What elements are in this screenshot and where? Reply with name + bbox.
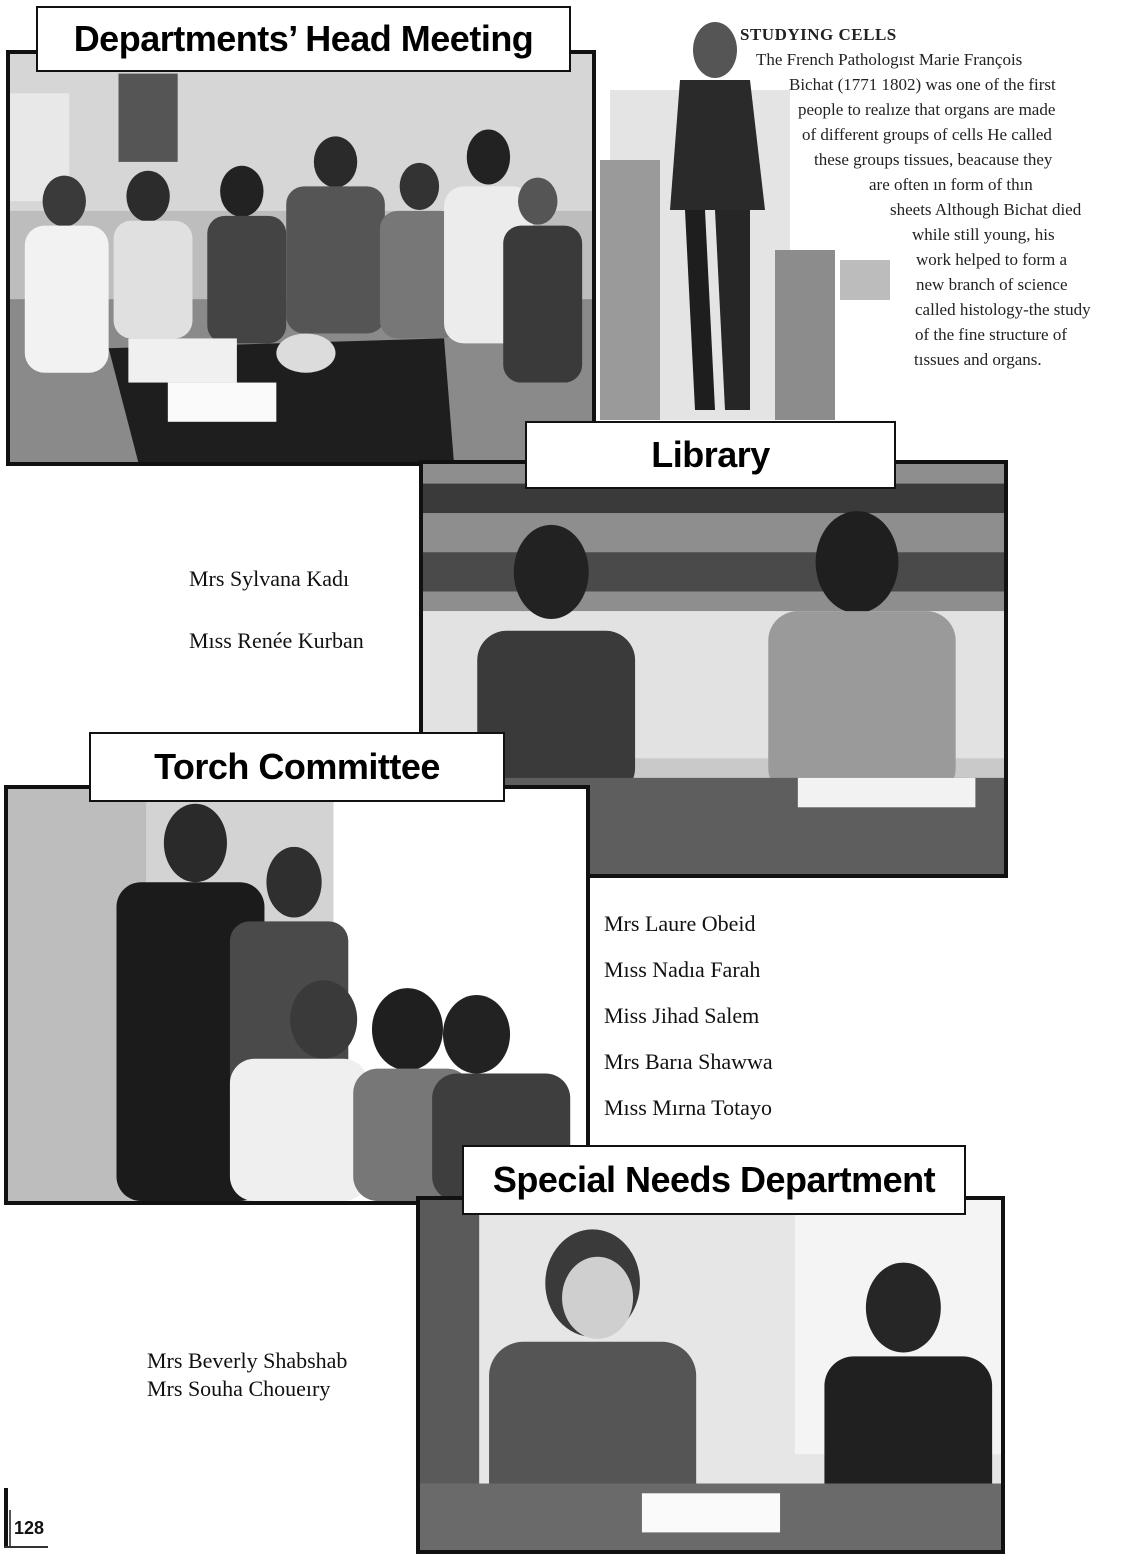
library-name: Mıss Renée Kurban bbox=[189, 628, 364, 653]
sidebar-line: tıssues and organs. bbox=[914, 350, 1042, 369]
sidebar-line: are often ın form of thın bbox=[869, 175, 1033, 194]
special-needs-names bbox=[147, 1350, 347, 1400]
dept-head-title: Departments’ Head Meeting bbox=[36, 6, 571, 72]
torch-name: Mrs Laure Obeid bbox=[604, 911, 756, 936]
page-number: 128 bbox=[14, 1518, 45, 1538]
page-marker-line bbox=[4, 1546, 48, 1548]
page-marker-bar bbox=[9, 1510, 11, 1548]
library-names bbox=[189, 568, 364, 652]
sidebar-line: of the fine structure of bbox=[915, 325, 1067, 344]
torch-name: Mıss Mırna Totayo bbox=[604, 1095, 772, 1120]
sidebar-line: of different groups of cells He called bbox=[802, 125, 1052, 144]
sidebar-line: new branch of science bbox=[916, 275, 1068, 294]
torch-photo bbox=[4, 785, 590, 1205]
torch-names bbox=[604, 913, 773, 1119]
torch-name: Mrs Barıa Shawwa bbox=[604, 1049, 773, 1074]
special-needs-name: Mrs Beverly Shabshab bbox=[147, 1348, 348, 1373]
sidebar-line: these groups tissues, beacause they bbox=[814, 150, 1053, 169]
special-needs-name: Mrs Souha Choueıry bbox=[147, 1376, 331, 1401]
library-name: Mrs Sylvana Kadı bbox=[189, 566, 350, 591]
sidebar-line: while still young, his bbox=[912, 225, 1055, 244]
studying-cells-text bbox=[740, 22, 1091, 372]
torch-name: Mıss Nadıa Farah bbox=[604, 957, 761, 982]
special-needs-title: Special Needs Department bbox=[462, 1145, 966, 1215]
sidebar-line: Bichat (1771 1802) was one of the first bbox=[789, 75, 1056, 94]
sidebar-line: sheets Although Bichat died bbox=[890, 200, 1082, 219]
torch-title: Torch Committee bbox=[89, 732, 505, 802]
torch-name: Miss Jihad Salem bbox=[604, 1003, 760, 1028]
sidebar-line: people to realıze that organs are made bbox=[798, 100, 1056, 119]
library-title: Library bbox=[525, 421, 896, 489]
sidebar-line: work helped to form a bbox=[916, 250, 1068, 269]
page-marker-bar bbox=[4, 1488, 8, 1548]
sidebar-line: called histology-the study bbox=[915, 300, 1091, 319]
studying-cells-heading: STUDYING CELLS bbox=[740, 25, 897, 44]
special-needs-photo bbox=[416, 1196, 1005, 1554]
dept-head-photo bbox=[6, 50, 596, 466]
sidebar-line: The French Pathologıst Marie François bbox=[756, 50, 1023, 69]
